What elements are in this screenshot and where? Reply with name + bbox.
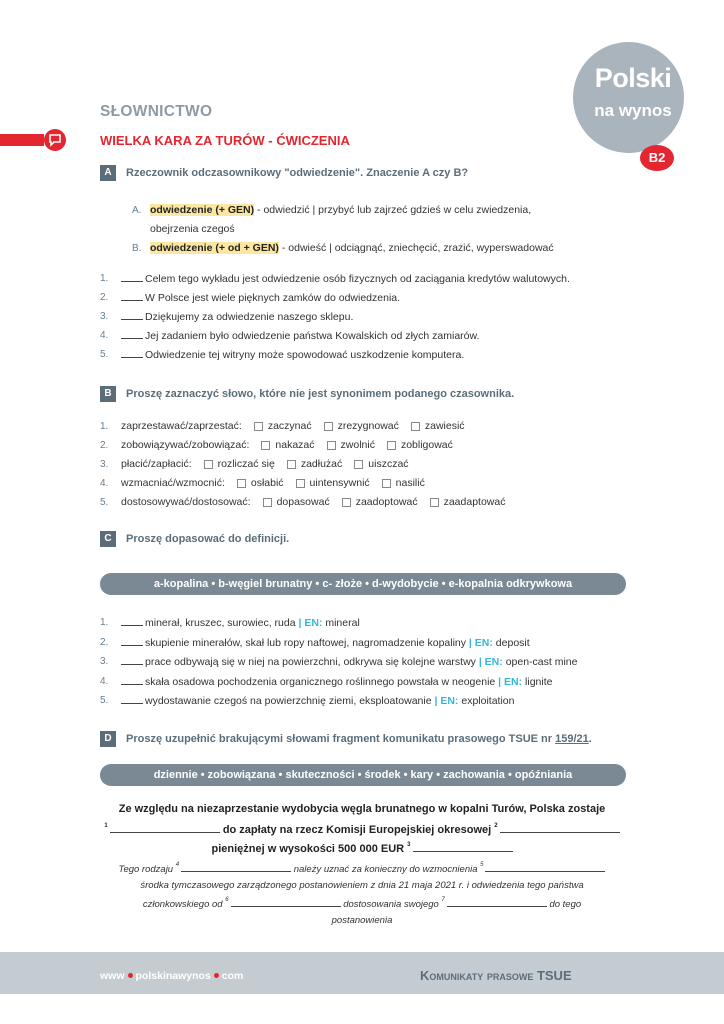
option-label: zaadoptować xyxy=(355,496,418,508)
answer-blank[interactable] xyxy=(121,310,143,320)
checkbox[interactable] xyxy=(237,479,246,488)
list-item xyxy=(121,477,425,489)
section-label: SŁOWNICTWO xyxy=(100,103,213,120)
answer-blank[interactable] xyxy=(121,694,143,704)
en-label: | EN: xyxy=(495,676,526,688)
checkbox[interactable] xyxy=(254,422,263,431)
option-label: osłabić xyxy=(250,477,284,489)
option-label: dopasować xyxy=(276,496,330,508)
checkbox[interactable] xyxy=(287,460,296,469)
word-bank: dziennie • zobowiązana • skuteczności • środek • kary • zachowania • opóźniania xyxy=(100,764,626,786)
item-number: 1. xyxy=(100,617,109,628)
dot-icon xyxy=(128,973,133,978)
option-term: odwiedzenie (+ GEN) xyxy=(150,204,255,216)
answer-blank[interactable] xyxy=(121,272,143,282)
gap-number: 3 xyxy=(407,842,411,848)
en-label: | EN: xyxy=(466,637,496,649)
option-label: zwolnić xyxy=(340,439,375,451)
list-item xyxy=(121,675,552,688)
item-text: Odwiedzenie tej witryny może spowodować uszkodzenie komputera. xyxy=(145,349,465,361)
en-translation: lignite xyxy=(525,676,553,688)
url-part: com xyxy=(221,970,244,982)
answer-blank[interactable] xyxy=(121,636,143,646)
fill-text-line xyxy=(82,842,642,855)
footer-website-link[interactable] xyxy=(100,970,243,982)
definition-text: wydostawanie czegoś na powierzchnię ziemi, eksploatowanie xyxy=(145,695,432,707)
instruction-end: . xyxy=(588,733,592,745)
page-title: WIELKA KARA ZA TURÓW - ĆWICZENIA xyxy=(100,133,350,148)
list-item xyxy=(121,310,353,323)
footer-title: Komunikaty prasowe TSUE xyxy=(420,968,572,983)
checkbox[interactable] xyxy=(430,498,439,507)
item-number: 2. xyxy=(100,637,109,648)
item-number: 3. xyxy=(100,459,109,470)
option-letter: B. xyxy=(132,243,142,254)
answer-blank[interactable] xyxy=(447,897,547,907)
option-label: zrezygnować xyxy=(337,420,399,432)
footer-divider xyxy=(315,946,724,952)
en-translation: exploitation xyxy=(461,695,515,707)
checkbox[interactable] xyxy=(204,460,213,469)
option-label: uintensywnić xyxy=(309,477,370,489)
item-number: 5. xyxy=(100,695,109,706)
option-a-line2: obejrzenia czegoś xyxy=(150,223,235,235)
accent-bar xyxy=(0,134,44,146)
answer-blank[interactable] xyxy=(121,329,143,339)
section-instruction: Proszę dopasować do definicji. xyxy=(126,533,290,545)
option-b xyxy=(150,242,554,254)
list-item xyxy=(121,439,453,451)
list-item xyxy=(121,496,505,508)
verb-label: zobowiązywać/zobowiązać: xyxy=(121,439,250,451)
checkbox[interactable] xyxy=(342,498,351,507)
list-item xyxy=(121,636,530,649)
verb-label: płacić/zapłacić: xyxy=(121,458,192,470)
section-instruction xyxy=(126,733,592,745)
gap-number: 2 xyxy=(494,823,498,829)
url-part: www xyxy=(100,970,125,982)
section-instruction: Rzeczownik odczasownikowy "odwiedzenie". Znaczenie A czy B? xyxy=(126,167,469,179)
item-number: 1. xyxy=(100,421,109,432)
list-item xyxy=(121,655,577,668)
checkbox[interactable] xyxy=(324,422,333,431)
section-letter: B xyxy=(100,386,116,402)
en-translation: deposit xyxy=(495,637,530,649)
section-b-heading xyxy=(100,386,514,402)
item-text: W Polsce jest wiele pięknych zamków do odwiedzenia. xyxy=(145,292,401,304)
answer-blank[interactable] xyxy=(121,348,143,358)
fill-text-line xyxy=(82,897,642,910)
gap-number: 4 xyxy=(175,862,180,868)
list-item xyxy=(121,291,400,304)
gap-number: 7 xyxy=(441,897,445,903)
en-label: | EN: xyxy=(475,656,506,668)
item-number: 5. xyxy=(100,497,109,508)
option-label: zadłużać xyxy=(300,458,343,470)
answer-blank[interactable] xyxy=(485,862,605,872)
verb-label: wzmacniać/wzmocnić: xyxy=(121,477,225,489)
option-label: rozliczać się xyxy=(217,458,275,470)
option-label: zaczynać xyxy=(267,420,312,432)
fill-text: członkowskiego od xyxy=(142,899,223,910)
item-number: 1. xyxy=(100,273,109,284)
section-letter: C xyxy=(100,531,116,547)
fill-text: pieniężnej w wysokości 500 000 EUR xyxy=(211,843,405,855)
logo xyxy=(573,42,684,153)
definition-text: prace odbywają się w niej na powierzchni, odkrywa się kolejne warstwy xyxy=(145,656,476,668)
item-number: 4. xyxy=(100,330,109,341)
list-item xyxy=(121,458,409,470)
answer-blank[interactable] xyxy=(500,823,620,833)
section-a-heading xyxy=(100,165,468,181)
option-label: uiszczać xyxy=(368,458,409,470)
option-label: nakazać xyxy=(275,439,315,451)
option-label: nasilić xyxy=(395,477,425,489)
list-item xyxy=(121,329,479,342)
option-label: zaadaptować xyxy=(443,496,506,508)
en-label: | EN: xyxy=(295,617,326,629)
item-number: 4. xyxy=(100,478,109,489)
option-term: odwiedzenie (+ od + GEN) xyxy=(150,242,279,254)
fill-text: należy uznać za konieczny do wzmocnienia xyxy=(293,864,478,875)
fill-text: dostosowania swojego xyxy=(343,899,439,910)
chat-icon xyxy=(44,129,66,151)
item-number: 2. xyxy=(100,440,109,451)
dot-icon xyxy=(214,973,219,978)
verb-label: dostosowywać/dostosować: xyxy=(121,496,251,508)
option-letter: A. xyxy=(132,205,142,216)
list-item xyxy=(121,348,464,361)
definition-text: skupienie minerałów, skał lub ropy naftowej, nagromadzenie kopaliny xyxy=(145,637,467,649)
item-number: 2. xyxy=(100,292,109,303)
option-definition: - odwieść | odciągnąć, zniechęcić, zrazić, wyperswadować xyxy=(278,242,554,254)
verb-label: zaprzestawać/zaprzestać: xyxy=(121,420,242,432)
url-part: polskinawynos xyxy=(135,970,211,982)
gap-number: 5 xyxy=(480,862,484,868)
checkbox[interactable] xyxy=(354,460,363,469)
list-item xyxy=(121,616,360,629)
fill-text-line xyxy=(82,862,642,875)
item-text: Jej zadaniem było odwiedzenie państwa Kowalskich od złych zamiarów. xyxy=(145,330,480,342)
option-a xyxy=(150,204,531,216)
fill-text: do tego xyxy=(549,899,582,910)
item-number: 5. xyxy=(100,349,109,360)
list-item xyxy=(121,272,570,285)
instruction-text: Proszę uzupełnić brakującymi słowami fragment komunikatu prasowego TSUE nr xyxy=(126,733,553,745)
checkbox[interactable] xyxy=(261,441,270,450)
answer-blank[interactable] xyxy=(121,291,143,301)
item-number: 3. xyxy=(100,656,109,667)
checkbox[interactable] xyxy=(411,422,420,431)
logo-text-polski: Polski xyxy=(594,63,672,93)
level-badge: B2 xyxy=(640,145,674,171)
option-definition: - odwiedzić | przybyć lub zajrzeć gdzieś w celu zwiedzenia, xyxy=(254,204,532,216)
en-translation: mineral xyxy=(325,617,360,629)
section-instruction: Proszę zaznaczyć słowo, które nie jest synonimem podanego czasownika. xyxy=(126,388,515,400)
word-bank: a-kopalina • b-węgiel brunatny • c- złoże • d-wydobycie • e-kopalnia odkrywkowa xyxy=(100,573,626,595)
answer-blank[interactable] xyxy=(121,616,143,626)
checkbox[interactable] xyxy=(263,498,272,507)
fill-text-line: Ze względu na niezaprzestanie wydobycia węgla brunatnego w kopalni Turów, Polska zostaje xyxy=(118,803,606,815)
option-label: zawiesić xyxy=(424,420,465,432)
list-item xyxy=(121,694,514,707)
answer-blank[interactable] xyxy=(110,823,220,833)
answer-blank[interactable] xyxy=(121,675,143,685)
section-letter: D xyxy=(100,731,116,747)
list-item xyxy=(121,420,465,432)
gap-number: 1 xyxy=(104,823,108,829)
fill-text: Tego rodzaju xyxy=(118,864,174,875)
en-label: | EN: xyxy=(431,695,462,707)
checkbox[interactable] xyxy=(382,479,391,488)
press-release-link[interactable]: 159/21 xyxy=(555,733,589,745)
answer-blank[interactable] xyxy=(181,862,291,872)
item-text: Dziękujemy za odwiedzenie naszego sklepu. xyxy=(145,311,354,323)
section-c-heading xyxy=(100,531,289,547)
gap-number: 6 xyxy=(225,897,229,903)
item-number: 4. xyxy=(100,676,109,687)
definition-text: minerał, kruszec, surowiec, ruda xyxy=(145,617,296,629)
definition-text: skała osadowa pochodzenia organicznego roślinnego powstała w neogenie xyxy=(145,676,496,688)
section-d-heading xyxy=(100,731,592,747)
option-label: zobligować xyxy=(400,439,453,451)
checkbox[interactable] xyxy=(387,441,396,450)
answer-blank[interactable] xyxy=(121,655,143,665)
en-translation: open-cast mine xyxy=(505,656,578,668)
section-letter: A xyxy=(100,165,116,181)
answer-blank[interactable] xyxy=(413,842,513,852)
fill-text: do zapłaty na rzecz Komisji Europejskiej okresowej xyxy=(222,824,492,836)
item-text: Celem tego wykładu jest odwiedzenie osób fizycznych od zaciągania kredytów walutowych. xyxy=(145,273,570,285)
logo-text-na-wynos: na wynos xyxy=(594,101,672,120)
checkbox[interactable] xyxy=(327,441,336,450)
answer-blank[interactable] xyxy=(231,897,341,907)
fill-text-line xyxy=(82,823,642,836)
fill-text-line: środka tymczasowego zarządzonego postanowieniem z dnia 21 maja 2021 r. i odwiedzenia tego państwa xyxy=(140,880,584,891)
fill-text-line: postanowienia xyxy=(331,915,393,926)
checkbox[interactable] xyxy=(296,479,305,488)
item-number: 3. xyxy=(100,311,109,322)
